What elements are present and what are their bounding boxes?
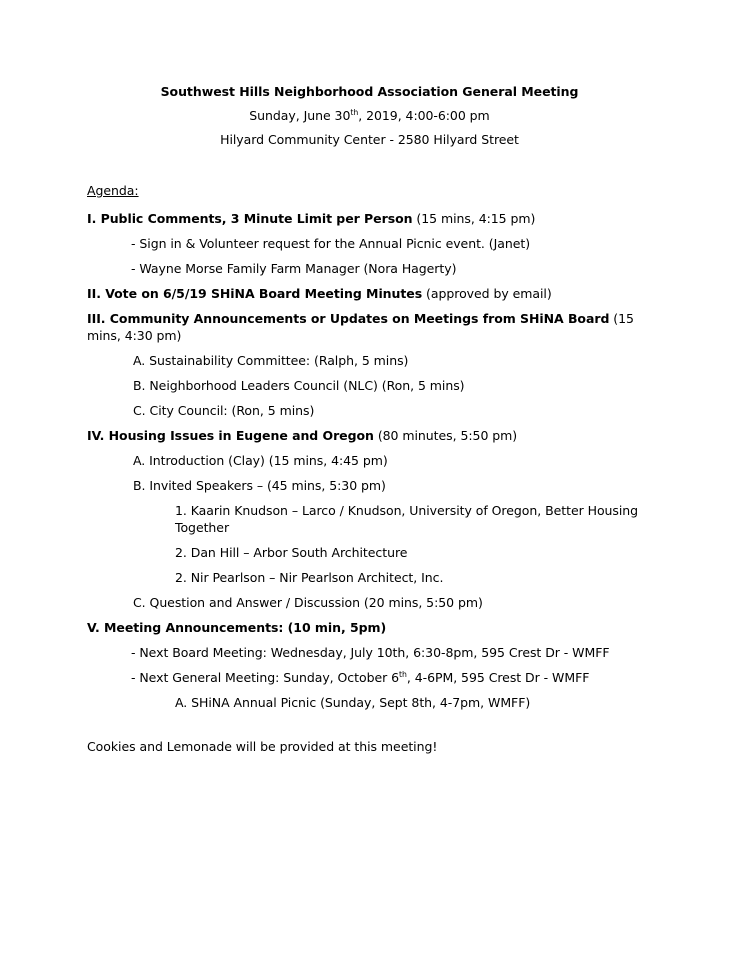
agenda-item-iii	[87, 310, 639, 344]
meeting-date-prefix: Sunday, June 30	[249, 108, 351, 123]
agenda-item-i	[87, 210, 639, 227]
agenda-item-i-sub-2: - Wayne Morse Family Farm Manager (Nora Hagerty)	[131, 261, 457, 276]
agenda-item-ii	[87, 285, 639, 302]
agenda-item-iv-sub-a: A. Introduction (Clay) (15 mins, 4:45 pm)	[133, 453, 388, 468]
meeting-date-ordinal-suffix: th	[350, 107, 359, 117]
meeting-title: Southwest Hills Neighborhood Association General Meeting	[160, 84, 579, 99]
agenda-item-iv-sub-c: C. Question and Answer / Discussion (20 mins, 5:50 pm)	[133, 595, 483, 610]
document-header	[0, 0, 739, 152]
agenda-body	[0, 182, 739, 755]
agenda-item-v-sub-2-prefix: - Next General Meeting: Sunday, October 6	[131, 670, 400, 685]
agenda-speaker-3: 2. Nir Pearlson – Nir Pearlson Architect, Inc.	[175, 570, 444, 585]
agenda-item-iv-note: (80 minutes, 5:50 pm)	[373, 428, 518, 443]
agenda-heading	[87, 182, 639, 199]
agenda-item-iv-sub-b: B. Invited Speakers – (45 mins, 5:30 pm)	[133, 478, 386, 493]
agenda-item-iii-sub-c: C. City Council: (Ron, 5 mins)	[133, 403, 315, 418]
agenda-item-iii-title: III. Community Announcements or Updates on Meetings from SHiNA Board	[87, 311, 610, 326]
agenda-speaker-1: 1. Kaarin Knudson – Larco / Knudson, University of Oregon, Better Housing Together	[175, 503, 639, 535]
agenda-item-v: V. Meeting Announcements: (10 min, 5pm)	[87, 620, 387, 635]
agenda-item-iv	[87, 427, 639, 444]
meeting-datetime	[0, 104, 739, 128]
section-spacer	[87, 719, 639, 738]
agenda-item-i-note: (15 mins, 4:15 pm)	[412, 211, 536, 226]
agenda-item-iii-note: (15 mins, 4:30 pm)	[87, 311, 634, 343]
agenda-heading-text: Agenda:	[87, 183, 139, 198]
agenda-item-v-sub-2-suffix: , 4-6PM, 595 Crest Dr - WMFF	[406, 670, 590, 685]
agenda-item-iii-sub-b: B. Neighborhood Leaders Council (NLC) (Ron, 5 mins)	[133, 378, 465, 393]
closing-note: Cookies and Lemonade will be provided at this meeting!	[87, 739, 438, 754]
agenda-item-v-sub-2	[131, 669, 639, 686]
agenda-item-v-sub-1: - Next Board Meeting: Wednesday, July 10th, 6:30-8pm, 595 Crest Dr - WMFF	[131, 645, 610, 660]
agenda-item-iii-sub-a: A. Sustainability Committee: (Ralph, 5 mins)	[133, 353, 409, 368]
agenda-speaker-2: 2. Dan Hill – Arbor South Architecture	[175, 545, 408, 560]
agenda-item-ii-title: II. Vote on 6/5/19 SHiNA Board Meeting Minutes	[87, 286, 423, 301]
meeting-time: , 2019, 4:00-6:00 pm	[358, 108, 490, 123]
agenda-item-v-sub-2-ordinal-suffix: th	[399, 669, 407, 679]
agenda-item-i-title: I. Public Comments, 3 Minute Limit per Person	[87, 211, 413, 226]
agenda-item-v-sub-2-a: A. SHiNA Annual Picnic (Sunday, Sept 8th, 4-7pm, WMFF)	[175, 695, 531, 710]
agenda-item-i-sub-1: - Sign in & Volunteer request for the Annual Picnic event. (Janet)	[131, 236, 531, 251]
agenda-item-iv-title: IV. Housing Issues in Eugene and Oregon	[87, 428, 374, 443]
agenda-item-ii-note: (approved by email)	[422, 286, 552, 301]
meeting-location: Hilyard Community Center - 2580 Hilyard Street	[220, 132, 519, 147]
